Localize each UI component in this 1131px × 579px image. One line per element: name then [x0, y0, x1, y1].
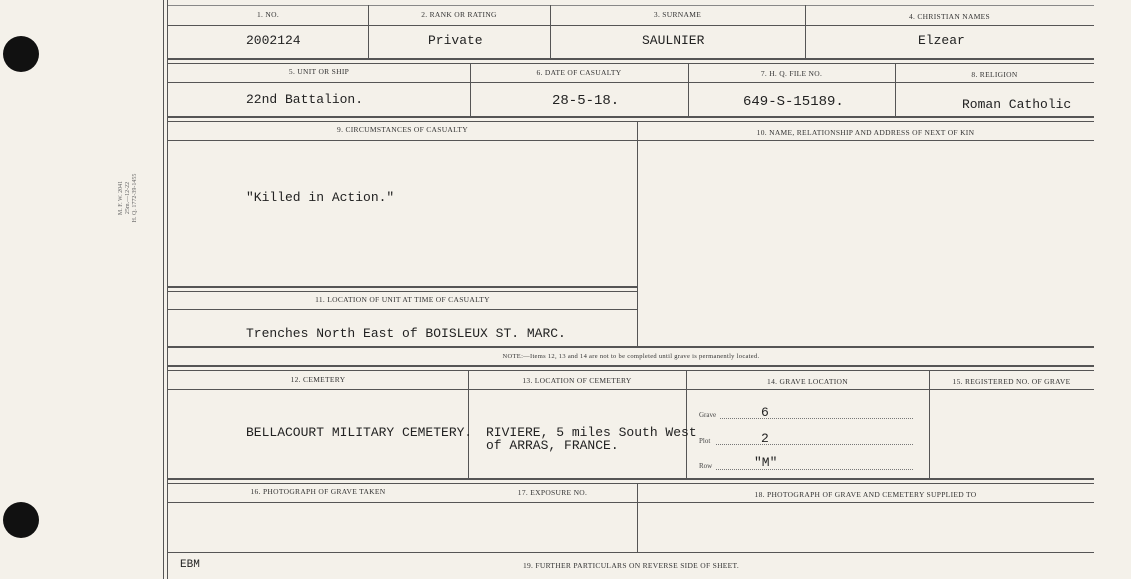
rule — [168, 309, 638, 310]
plot-label: Plot — [699, 437, 711, 445]
unit-value: 22nd Battalion. — [246, 92, 364, 107]
circumstances-value: "Killed in Action." — [246, 190, 395, 205]
plot-value: 2 — [761, 431, 769, 446]
rule — [168, 5, 1094, 6]
rule — [168, 389, 1094, 390]
christian-names-label: 4. CHRISTIAN NAMES — [908, 12, 991, 21]
rule — [929, 370, 930, 478]
row-label: Row — [699, 462, 713, 470]
punch-hole-top — [3, 36, 39, 72]
rule — [168, 82, 1094, 83]
note-text: NOTE:—Items 12, 13 and 14 are not to be completed until grave is permanently located. — [502, 353, 760, 360]
form-code-line: M. F. W. 2041 — [118, 180, 124, 216]
surname-value: SAULNIER — [642, 33, 705, 48]
grave-dots — [720, 418, 913, 419]
rank-label: 2. RANK OR RATING — [421, 10, 497, 19]
no-label: 1. NO. — [256, 10, 279, 19]
further-particulars: 19. FURTHER PARTICULARS ON REVERSE SIDE OF SHEET. — [522, 561, 740, 570]
religion-value: Roman Catholic — [962, 97, 1072, 112]
form-code-line: H. Q. 1772-39-1455 — [132, 173, 138, 223]
location-cemetery-line1: RIVIERE, 5 miles South West — [486, 425, 697, 440]
next-of-kin-label: 10. NAME, RELATIONSHIP AND ADDRESS OF NEXT OF KIN — [756, 128, 975, 137]
grave-value: 6 — [761, 405, 769, 420]
form-code-line: 25m.—12-22 — [125, 181, 131, 215]
no-value: 2002124 — [246, 33, 301, 48]
christian-names-value: Elzear — [918, 33, 965, 48]
circumstances-label: 9. CIRCUMSTANCES OF CASUALTY — [337, 125, 468, 134]
registered-no-label: 15. REGISTERED NO. OF GRAVE — [952, 377, 1071, 386]
location-unit-label: 11. LOCATION OF UNIT AT TIME OF CASUALTY — [315, 295, 490, 304]
rule — [168, 346, 1094, 348]
date-value: 28-5-18. — [552, 93, 620, 109]
rule — [168, 58, 1094, 60]
rule — [168, 370, 1094, 371]
location-cemetery-line2: of ARRAS, FRANCE. — [486, 438, 619, 453]
date-label: 6. DATE OF CASUALTY — [536, 68, 622, 77]
photograph-label: 16. PHOTOGRAPH OF GRAVE TAKEN — [250, 487, 386, 496]
rule — [468, 370, 469, 478]
frame-left — [163, 0, 164, 579]
rule — [168, 291, 638, 292]
location-unit-value: Trenches North East of BOISLEUX ST. MARC. — [246, 326, 566, 341]
rule — [168, 286, 638, 288]
unit-label: 5. UNIT OR SHIP — [288, 67, 350, 76]
file-label: 7. H. Q. FILE NO. — [760, 69, 823, 78]
rule — [168, 552, 1094, 553]
rule — [168, 25, 1094, 26]
rule — [168, 502, 1094, 503]
grave-label: Grave — [699, 411, 717, 419]
rule — [168, 121, 1094, 122]
religion-label: 8. RELIGION — [971, 70, 1018, 79]
rule — [168, 140, 1094, 141]
rule — [168, 365, 1094, 367]
rule — [168, 116, 1094, 118]
plot-dots — [716, 444, 913, 445]
grave-location-label: 14. GRAVE LOCATION — [767, 377, 848, 386]
rule — [168, 63, 1094, 64]
rule — [637, 121, 638, 346]
row-dots — [716, 469, 913, 470]
rule — [168, 483, 1094, 484]
file-value: 649-S-15189. — [743, 94, 844, 110]
form-code — [118, 158, 139, 238]
photo-supplied-label: 18. PHOTOGRAPH OF GRAVE AND CEMETERY SUPPLIED TO — [754, 490, 977, 499]
exposure-label: 17. EXPOSURE NO. — [517, 488, 588, 497]
location-cemetery-label: 13. LOCATION OF CEMETERY — [522, 376, 632, 385]
surname-label: 3. SURNAME — [653, 10, 702, 19]
initials: EBM — [180, 559, 200, 571]
rule — [686, 370, 687, 478]
cemetery-value: BELLACOURT MILITARY CEMETERY. — [246, 425, 473, 440]
punch-hole-bottom — [3, 502, 39, 538]
row-value: "M" — [754, 455, 778, 470]
rank-value: Private — [428, 33, 483, 48]
cemetery-label: 12. CEMETERY — [290, 375, 346, 384]
rule — [168, 478, 1094, 480]
